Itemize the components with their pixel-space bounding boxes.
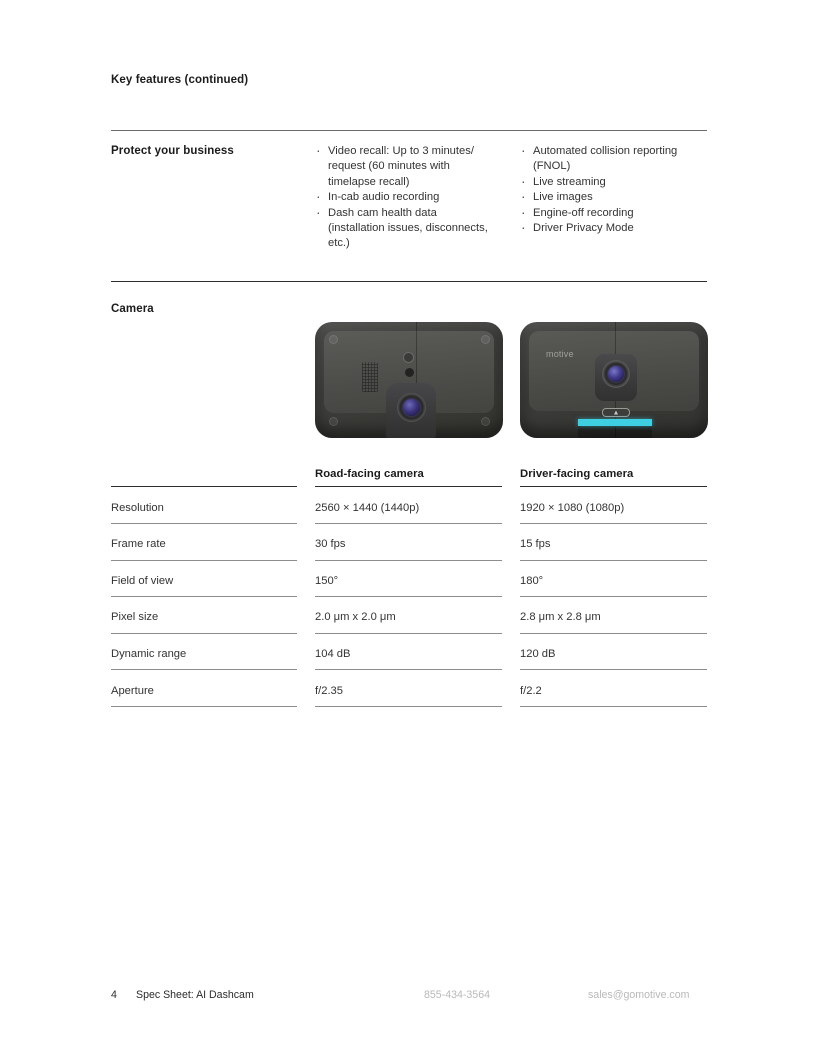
table-cell-road: 104 dB	[315, 648, 351, 660]
column-header-road-facing: Road-facing camera	[315, 468, 424, 480]
column-header-driver-facing: Driver-facing camera	[520, 468, 634, 480]
section-divider-camera	[111, 281, 707, 282]
corner-screw-icon	[481, 335, 490, 344]
privacy-button-icon	[602, 408, 630, 417]
table-rule	[111, 486, 297, 487]
list-item: · Automated collision reporting (FNOL)	[520, 144, 700, 175]
table-cell-road: 2.0 μm x 2.0 μm	[315, 611, 396, 623]
road-facing-camera-image	[315, 322, 503, 438]
list-item: · Engine-off recording	[520, 206, 700, 221]
page-title: Key features (continued)	[111, 74, 249, 86]
table-rule	[111, 633, 297, 634]
table-cell-driver: f/2.2	[520, 685, 542, 697]
list-item: · Dash cam health data (installation issues, disconnects, etc.)	[315, 206, 495, 252]
table-rule	[520, 633, 707, 634]
corner-screw-icon	[481, 417, 490, 426]
table-cell-road: 30 fps	[315, 538, 346, 550]
table-cell-road: 2560 × 1440 (1440p)	[315, 502, 420, 514]
section-label-protect-your-business: Protect your business	[111, 145, 234, 157]
table-rule	[315, 560, 502, 561]
table-rule	[315, 486, 502, 487]
table-row-label: Aperture	[111, 685, 154, 697]
table-rule	[520, 523, 707, 524]
footer-phone[interactable]: 855-434-3564	[424, 989, 490, 1001]
footer-email[interactable]: sales@gomotive.com	[588, 989, 690, 1001]
lens-glass-icon	[403, 399, 420, 416]
light-sensor-icon	[403, 352, 414, 363]
table-cell-driver: 1920 × 1080 (1080p)	[520, 502, 625, 514]
footer-page-number: 4	[111, 989, 117, 1001]
list-item: · In-cab audio recording	[315, 190, 495, 205]
list-item: · Video recall: Up to 3 minutes/ request (60 minutes with timelapse recall)	[315, 144, 495, 190]
table-rule	[520, 669, 707, 670]
table-rule	[520, 706, 707, 707]
table-cell-road: f/2.35	[315, 685, 343, 697]
status-led-bar	[578, 419, 652, 426]
driver-facing-camera-image	[520, 322, 708, 438]
list-item: · Live streaming	[520, 175, 700, 190]
section-label-camera: Camera	[111, 303, 154, 315]
table-row-label: Pixel size	[111, 611, 159, 623]
table-cell-road: 150°	[315, 575, 339, 587]
table-rule	[520, 596, 707, 597]
table-row-label: Dynamic range	[111, 648, 187, 660]
table-rule	[111, 560, 297, 561]
list-item: · Driver Privacy Mode	[520, 221, 700, 236]
table-rule	[111, 596, 297, 597]
table-rule	[520, 560, 707, 561]
table-rule	[315, 523, 502, 524]
device-lower-seam	[578, 426, 652, 438]
lens-glass-icon	[608, 366, 624, 382]
table-rule	[111, 706, 297, 707]
footer-document-name: Spec Sheet: AI Dashcam	[136, 989, 254, 1001]
table-cell-driver: 15 fps	[520, 538, 551, 550]
feature-list-column-1	[315, 144, 495, 252]
feature-list-column-2	[520, 144, 700, 236]
table-rule	[520, 486, 707, 487]
table-cell-driver: 2.8 μm x 2.8 μm	[520, 611, 601, 623]
corner-screw-icon	[329, 417, 338, 426]
motive-logo: motive	[546, 349, 574, 359]
table-rule	[315, 706, 502, 707]
table-rule	[315, 596, 502, 597]
table-cell-driver: 120 dB	[520, 648, 556, 660]
table-row-label: Resolution	[111, 502, 164, 514]
list-item: · Live images	[520, 190, 700, 205]
microphone-icon	[405, 368, 414, 377]
section-divider-top	[111, 130, 707, 131]
table-rule	[111, 669, 297, 670]
corner-screw-icon	[329, 335, 338, 344]
speaker-grille-icon	[362, 362, 378, 392]
table-rule	[315, 633, 502, 634]
table-rule	[315, 669, 502, 670]
table-row-label: Frame rate	[111, 538, 166, 550]
table-row-label: Field of view	[111, 575, 174, 587]
table-cell-driver: 180°	[520, 575, 544, 587]
table-rule	[111, 523, 297, 524]
